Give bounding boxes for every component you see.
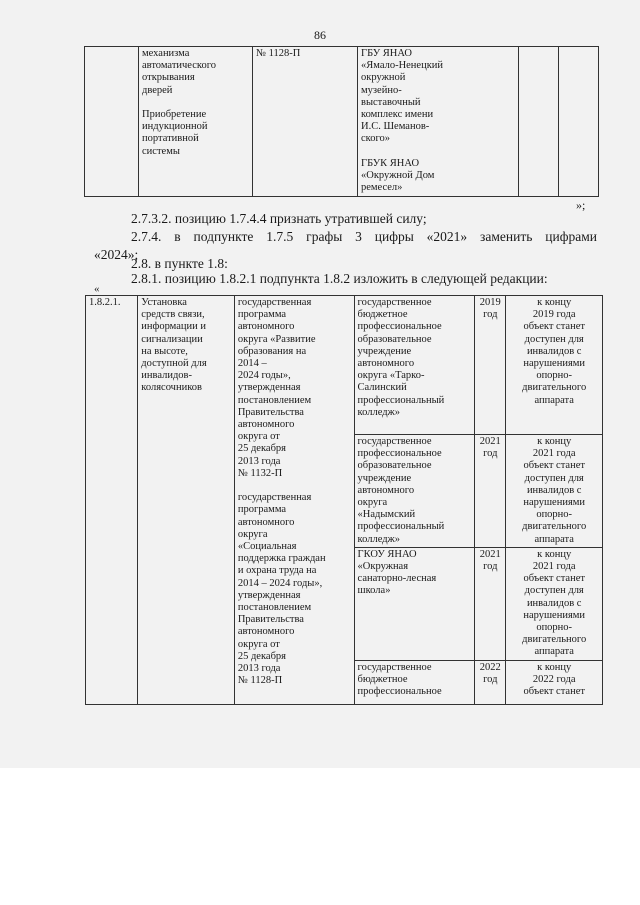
table-cell-result <box>559 47 599 197</box>
institution-cell: ГКОУ ЯНАО «Окружная санаторно-лесная школа» <box>354 547 475 660</box>
position-code-cell: 1.8.2.1. <box>86 296 138 705</box>
institution-cell: государственное бюджетное профессиональное <box>354 660 475 704</box>
continued-table <box>84 46 599 197</box>
table-cell-institution: ГБУ ЯНАО «Ямало-Ненецкий окружной музейно- выставочный комплекс имени И.С. Шеманов- ского» ГБУК ЯНАО «Окружной Дом ремесел» <box>358 47 519 197</box>
paragraph-2-8: 2.8. в пункте 1.8: <box>131 256 228 271</box>
paragraph-2-7-4-line1: 2.7.4. в подпункте 1.7.5 графы 3 цифры «2021» заменить цифрами <box>131 229 597 244</box>
result-cell: к концу 2021 года объект станет доступен для инвалидов с нарушениями опорно- двигательного аппарата <box>506 547 603 660</box>
institution-cell: государственное профессиональное образовательное учреждение автономного округа «Надымский профессиональный колледж» <box>354 435 475 548</box>
basis-cell: государственная программа автономного округа «Развитие образования на 2014 – 2024 годы», утвержденная постановлением Правительства автономного округа от 25 декабря 2013 года № 1132-П государственная программа автономного округа «Социальная поддержка граждан и охрана труда на 2014 – 2024 годы», утвержденная постановлением Правительства автономного округа от 25 декабря 2013 года № 1128-П <box>234 296 354 705</box>
table-cell-basis: № 1128-П <box>253 47 358 197</box>
institution-cell: государственное бюджетное профессиональное образовательное учреждение автономного округа «Тарко- Салинский профессиональный колледж» <box>354 296 475 435</box>
table-cell-measure: механизма автоматического открывания дверей Приобретение индукционной портативной системы <box>139 47 253 197</box>
position-1-8-2-1-table <box>85 295 603 705</box>
table-cell-year <box>519 47 559 197</box>
result-cell: к концу 2019 года объект станет доступен для инвалидов с нарушениями опорно- двигательного аппарата <box>506 296 603 435</box>
page-number: 86 <box>314 28 326 42</box>
table-cell-code <box>85 47 139 197</box>
table-row <box>86 296 603 435</box>
table-row <box>85 47 599 197</box>
paragraph-2-7-3-2: 2.7.3.2. позицию 1.7.4.4 признать утратившей силу; <box>131 211 427 226</box>
result-cell: к концу 2022 года объект станет <box>506 660 603 704</box>
year-cell: 2022 год <box>475 660 506 704</box>
paragraph-2-7-4-line2: «2024»; <box>94 247 139 262</box>
result-cell: к концу 2021 года объект станет доступен для инвалидов с нарушениями опорно- двигательного аппарата <box>506 435 603 548</box>
paragraph-2-8-1: 2.8.1. позицию 1.8.2.1 подпункта 1.8.2 изложить в следующей редакции: <box>131 271 548 286</box>
measure-cell: Установка средств связи, информации и сигнализации на высоте, доступной для инвалидов- колясочников <box>138 296 235 705</box>
year-cell: 2019 год <box>475 296 506 435</box>
closing-quote: »; <box>576 198 586 212</box>
year-cell: 2021 год <box>475 547 506 660</box>
opening-quote: « <box>94 283 100 295</box>
year-cell: 2021 год <box>475 435 506 548</box>
